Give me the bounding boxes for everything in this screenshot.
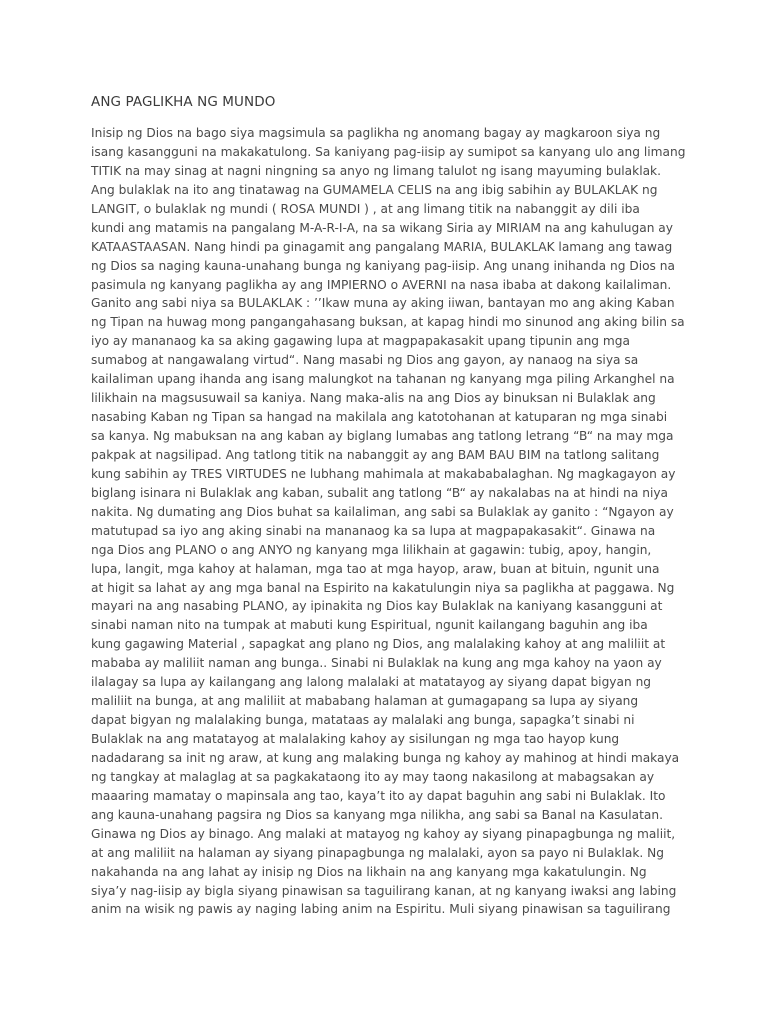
body-text-line: KATAASTAASAN. Nang hindi pa ginagamit ang pangalang MARIA, BULAKLAK lamang ang tawag: [91, 239, 673, 254]
body-text-line: kung sabihin ay TRES VIRTUDES ne lubhang mahimala at makababalaghan. Ng magkagayon ay: [91, 466, 676, 481]
body-text-line: nga Dios ang PLANO o ang ANYO ng kanyang mga lilikhain at gagawin: tubig, apoy, hangin,: [91, 542, 652, 557]
body-text-line: sinabi naman nito na tumpak at mabuti kung Espiritual, ngunit kailangang baguhin ang iba: [91, 618, 648, 633]
body-text-line: kailaliman upang ihanda ang isang malungkot na tahanan ng kanyang mga piling Arkanghel na: [91, 372, 675, 387]
body-text-line: maliliit na bunga, at ang maliliit at mababang halaman at gumagapang sa lupa ay siyang: [91, 694, 639, 709]
body-text-line: TITIK na may sinag at nagni ningning sa anyo ng limang talulot ng isang mayuming bulaklak.: [91, 163, 661, 178]
body-text-line: nakahanda na ang lahat ay inisip ng Dios na likhain na ang kanyang mga kakatulungin. Ng: [91, 864, 647, 879]
body-text-line: ng Dios sa naging kauna-unahang bunga ng kaniyang pag-iisip. Ang unang inihanda ng Dios na: [91, 258, 675, 273]
body-text-line: lilikhain na magsusuwail sa kaniya. Nang maka-alis na ang Dios ay binuksan ni Bulaklak ang: [91, 391, 656, 406]
body-text-line: at higit sa lahat ay ang mga banal na Espirito na kakatulungin niya sa paglikha at paggawa. Ng: [91, 580, 675, 595]
body-text-line: isang kasangguni na makakatulong. Sa kaniyang pag-iisip ay sumipot sa kanyang ulo ang limang: [91, 144, 686, 159]
body-text-line: biglang isinara ni Bulaklak ang kaban, subalit ang tatlong “B“ ay nakalabas na at hindi na niya: [91, 485, 669, 500]
body-text-line: Ginawa ng Dios ay binago. Ang malaki at matayog ng kahoy ay siyang pinapagbunga ng maliit,: [91, 826, 676, 841]
body-text-line: mababa ay maliliit naman ang bunga.. Sinabi ni Bulaklak na kung ang mga kahoy na yaon ay: [91, 656, 662, 671]
body-text-line: sumabog at nangawalang virtud“. Nang masabi ng Dios ang gayon, ay nanaog na siya sa: [91, 353, 639, 368]
body-text-line: LANGIT, o bulaklak ng mundi ( ROSA MUNDI ) , at ang limang titik na nabanggit ay dili iba: [91, 201, 640, 216]
body-text-line: nakita. Ng dumating ang Dios buhat sa kailaliman, ang sabi sa Bulaklak ay ganito : “Ngayon ay: [91, 504, 674, 519]
body-text-line: ng Tipan na huwag mong pangangahasang buksan, at kapag hindi mo sinunod ang aking bilin sa: [91, 315, 685, 330]
body-text-line: at ang maliliit na halaman ay siyang pinapagbunga ng malalaki, ayon sa payo ni Bulaklak. Ng: [91, 845, 664, 860]
body-text-line: sa kanya. Ng mabuksan na ang kaban ay biglang lumabas ang tatlong letrang “B“ na may mga: [91, 429, 674, 443]
body-text-line: siya’y nag-iisip ay bigla siyang pinawisan sa taguilirang kanan, at ng kanyang iwaksi ang labing: [91, 883, 677, 898]
body-text-line: kundi ang matamis na pangalang M-A-R-I-A, na sa wikang Siria ay MIRIAM na ang kahulugan ay: [91, 220, 673, 235]
body-text-line: ang kauna-unahang pagsira ng Dios sa kanyang mga nilikha, ang sabi sa Banal na Kasulatan.: [91, 807, 663, 822]
document-title: ANG PAGLIKHA NG MUNDO: [91, 94, 276, 110]
body-text-line: dapat bigyan ng malalaking bunga, matataas ay malalaki ang bunga, sapagka’t sinabi ni: [91, 713, 635, 728]
body-text-line: ng tangkay at malaglag at sa pagkakataong ito ay may taong nakasilong at mabagsakan ay: [91, 769, 655, 784]
body-text-line: Inisip ng Dios na bago siya magsimula sa paglikha ng anomang bagay ay magkaroon siya ng: [91, 126, 661, 140]
body-text-line: nasabing Kaban ng Tipan sa hangad na makilala ang katotohanan at katuparan ng mga sinabi: [91, 410, 668, 425]
body-text-line: Ang bulaklak na ito ang tinatawag na GUMAMELA CELIS na ang ibig sabihin ay BULAKLAK ng: [91, 182, 658, 197]
body-text-line: lupa, langit, mga kahoy at halaman, mga tao at mga hayop, araw, buan at bituin, ngunit una: [91, 561, 660, 576]
body-text-line: iyo ay mananaog ka sa aking gagawing lupa at magpapakasakit upang tipunin ang mga: [91, 334, 630, 349]
body-text-line: pasimula ng kanyang paglikha ay ang IMPIERNO o AVERNI na nasa ibaba at dakong kailaliman.: [91, 277, 672, 292]
body-text-line: maaaring mamatay o mapinsala ang tao, kaya’t ito ay dapat baguhin ang sabi ni Bulaklak. Ito: [91, 788, 666, 803]
body-text-line: matutupad sa iyo ang aking sinabi na mananaog ka sa lupa at magpapakasakit“. Ginawa na: [91, 523, 656, 538]
body-text-line: kung gagawing Material , sapagkat ang plano ng Dios, ang malalaking kahoy at ang maliliit at: [91, 637, 666, 652]
body-text-line: mayari na ang nasabing PLANO, ay ipinakita ng Dios kay Bulaklak na kaniyang kasangguni at: [91, 599, 663, 614]
body-text-line: Ganito ang sabi niya sa BULAKLAK : ’’Ikaw muna ay aking iiwan, bantayan mo ang aking Kaban: [91, 296, 675, 311]
body-text-line: anim na wisik ng pawis ay naging labing anim na Espiritu. Muli siyang pinawisan sa taguilirang: [91, 902, 671, 917]
body-text-line: ilalagay sa lupa ay kailangang ang lalong malalaki at matatayog ay siyang dapat bigyan ng: [91, 675, 652, 690]
body-text-line: Bulaklak na ang matatayog at malalaking kahoy ay sisilungan ng mga tao hayop kung: [91, 732, 620, 746]
body-text-line: nadadarang sa init ng araw, at kung ang malaking bunga ng kahoy ay mahinog at hindi makaya: [91, 750, 680, 765]
document-body: [91, 124, 691, 919]
body-text-line: pakpak at nagsilipad. Ang tatlong titik na nabanggit ay ang BAM BAU BIM na tatlong salitang: [91, 447, 660, 462]
